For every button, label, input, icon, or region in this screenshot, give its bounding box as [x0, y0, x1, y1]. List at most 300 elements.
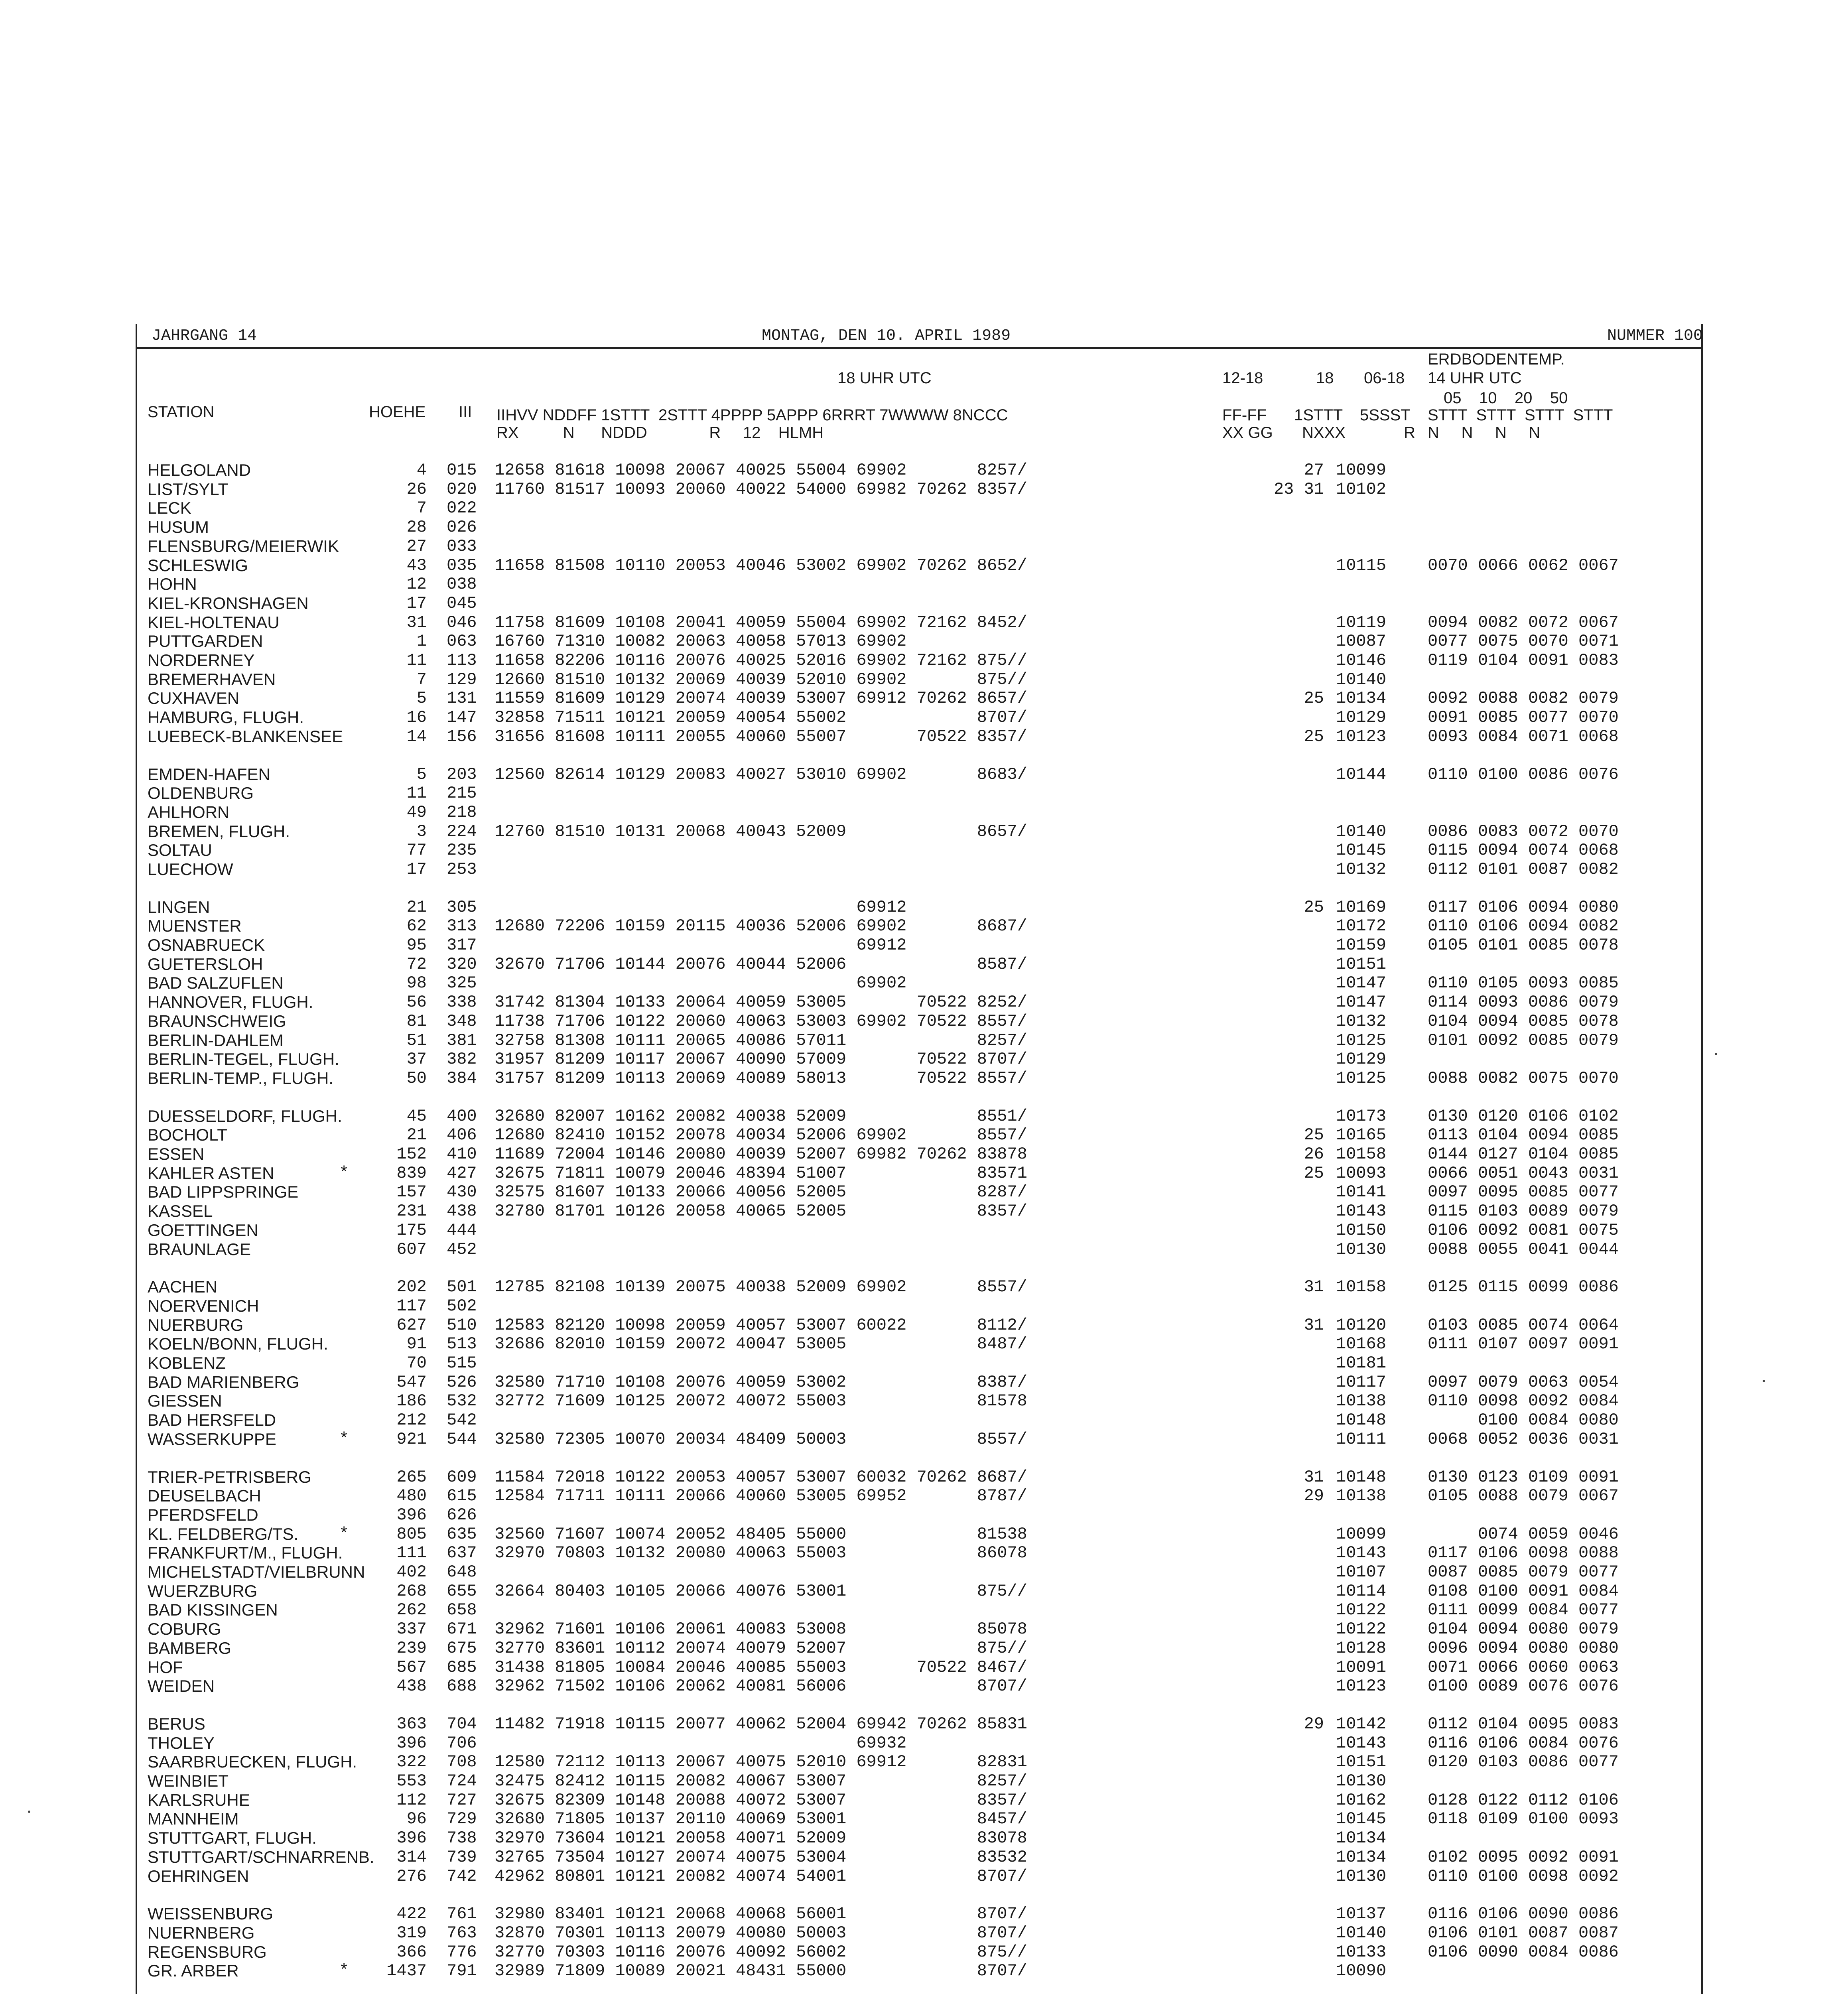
soil-temps: 0066 0051 0043 0031: [1428, 1164, 1619, 1183]
station-id: 444: [447, 1221, 477, 1240]
soil-temps: 0092 0088 0082 0079: [1428, 689, 1619, 708]
max-temp: 10130: [1336, 1240, 1387, 1259]
header-rule: [136, 347, 1703, 349]
station-height: 21: [406, 1125, 427, 1145]
max-temp: 10140: [1336, 1923, 1387, 1943]
station-height: 91: [406, 1334, 427, 1354]
scan-speck: [1763, 1380, 1765, 1382]
station-height: 49: [406, 803, 427, 822]
station-id: 348: [447, 1012, 477, 1031]
station-name: GOETTINGEN: [148, 1221, 258, 1239]
soil-temps: 0115 0103 0089 0079: [1428, 1202, 1619, 1221]
station-name: SAARBRUECKEN, FLUGH.: [148, 1752, 357, 1771]
station-id: 156: [447, 727, 477, 746]
max-temp: 10111: [1336, 1430, 1387, 1449]
station-name: BERLIN-TEGEL, FLUGH.: [148, 1050, 339, 1068]
sttt-label-2: NXXX: [1302, 424, 1346, 441]
wind-gusts: 27: [1304, 461, 1324, 480]
max-temp: 10150: [1336, 1221, 1387, 1240]
station-name: HUSUM: [148, 518, 209, 536]
station-height: 268: [396, 1582, 427, 1601]
soil-temps: 0068 0052 0036 0031: [1428, 1430, 1619, 1449]
station-id: 776: [447, 1943, 477, 1962]
max-temp: 10123: [1336, 1677, 1387, 1696]
synop-groups: 32575 81607 10133 20066 40056 52005 8287/: [495, 1182, 1027, 1202]
table-row: [144, 1923, 1699, 1943]
station-id: 022: [447, 498, 477, 518]
table-row: [144, 1943, 1699, 1962]
station-id: 045: [447, 594, 477, 613]
station-height: 3: [416, 822, 427, 841]
table-row: [144, 1012, 1699, 1031]
station-height: 314: [396, 1848, 427, 1867]
table-row: [144, 1620, 1699, 1639]
station-name: BERLIN-TEMP., FLUGH.: [148, 1069, 333, 1088]
table-row: [144, 1468, 1699, 1487]
station-name: BERLIN-DAHLEM: [148, 1031, 284, 1050]
station-height: 43: [406, 556, 427, 575]
station-name: OEHRINGEN: [148, 1867, 249, 1886]
station-height: 319: [396, 1923, 427, 1943]
wind-gusts: 31: [1304, 1277, 1324, 1296]
max-temp: 10122: [1336, 1600, 1387, 1620]
station-name: KIEL-HOLTENAU: [148, 613, 280, 632]
soil-temps: 0088 0082 0075 0070: [1428, 1069, 1619, 1088]
synop-groups: 32772 71609 10125 20072 40072 55003 81578: [495, 1391, 1027, 1411]
synop-groups: 32670 71706 10144 20076 40044 52006 8587/: [495, 955, 1027, 974]
station-height: 96: [406, 1809, 427, 1828]
soil-temps: 0087 0085 0079 0077: [1428, 1562, 1619, 1582]
soil-temps: 0112 0104 0095 0083: [1428, 1714, 1619, 1734]
synop-groups: 11658 81508 10110 20053 40046 53002 69902 70262 8652/: [495, 556, 1027, 575]
station-name: KL. FELDBERG/TS.: [148, 1525, 299, 1543]
table-row: [144, 1543, 1699, 1562]
station-id: 129: [447, 670, 477, 689]
station-height: 27: [406, 537, 427, 556]
station-name: KAHLER ASTEN: [148, 1164, 274, 1182]
station-height: 17: [406, 594, 427, 613]
station-id: 501: [447, 1277, 477, 1296]
time-18utc: 18 UHR UTC: [837, 369, 932, 387]
synop-groups: 12785 82108 10139 20075 40038 52009 69902 8557/: [495, 1277, 1027, 1296]
synop-groups: 32580 71710 10108 20076 40059 53002 8387/: [495, 1373, 1027, 1392]
station-height: 11: [406, 651, 427, 670]
soil-temps: 0118 0109 0100 0093: [1428, 1809, 1619, 1828]
soil-temps: 0108 0100 0091 0084: [1428, 1582, 1619, 1601]
max-temp: 10158: [1336, 1145, 1387, 1164]
table-row: [144, 803, 1699, 822]
table-row: [144, 1391, 1699, 1411]
iii-label: III: [459, 403, 472, 421]
erdboden-label: ERDBODENTEMP.: [1428, 351, 1565, 368]
synop-groups: 32675 71811 10079 20046 48394 51007 83571: [495, 1164, 1027, 1183]
max-temp: 10125: [1336, 1031, 1387, 1050]
station-name: FLENSBURG/MEIERWIK: [148, 537, 339, 556]
soil-temps: 0110 0105 0093 0085: [1428, 973, 1619, 993]
soil-temps: 0110 0100 0086 0076: [1428, 765, 1619, 784]
station-height: 1437: [386, 1961, 427, 1980]
station-height: 28: [406, 518, 427, 537]
synop-groups: 12658 81618 10098 20067 40025 55004 69902 8257/: [495, 461, 1027, 480]
station-id: 020: [447, 480, 477, 499]
synop-groups: 32970 73604 10121 20058 40071 52009 83078: [495, 1828, 1027, 1848]
station-name: BAD MARIENBERG: [148, 1373, 299, 1391]
station-id: 410: [447, 1145, 477, 1164]
station-id: 015: [447, 461, 477, 480]
soil-temps: 0117 0106 0098 0088: [1428, 1543, 1619, 1562]
table-row: [144, 480, 1699, 499]
synop-groups: 32580 72305 10070 20034 48409 50003 8557/: [495, 1430, 1027, 1449]
soil-temps: 0116 0106 0090 0086: [1428, 1904, 1619, 1923]
table-row: [144, 1316, 1699, 1335]
synop-groups: 16760 71310 10082 20063 40058 57013 69902: [495, 632, 907, 651]
station-id: 791: [447, 1961, 477, 1980]
station-height: 805: [396, 1525, 427, 1544]
station-height: 152: [396, 1145, 427, 1164]
station-height: 366: [396, 1943, 427, 1962]
station-id: 704: [447, 1714, 477, 1734]
synop-groups: 12660 81510 10132 20069 40039 52010 69902 875//: [495, 670, 1027, 689]
max-temp: 10144: [1336, 765, 1387, 784]
station-height: 547: [396, 1373, 427, 1392]
wind-gusts: 31: [1304, 1316, 1324, 1335]
station-height: 627: [396, 1316, 427, 1335]
table-row: [144, 1334, 1699, 1354]
table-row: [144, 898, 1699, 917]
table-row: [144, 1809, 1699, 1828]
max-temp: 10142: [1336, 1714, 1387, 1734]
max-temp: 10165: [1336, 1125, 1387, 1145]
soil-temps: 0070 0066 0062 0067: [1428, 556, 1619, 575]
table-row: [144, 594, 1699, 613]
station-id: 626: [447, 1505, 477, 1525]
wind-gusts: 25: [1304, 898, 1324, 917]
station-id: 038: [447, 575, 477, 594]
table-row: [144, 1828, 1699, 1848]
station-height: 175: [396, 1221, 427, 1240]
sttt-label: 1STTT: [1294, 406, 1343, 424]
station-id: 727: [447, 1791, 477, 1810]
station-id: 313: [447, 916, 477, 936]
synop-groups: 11760 81517 10093 20060 40022 54000 69982 70262 8357/: [495, 480, 1027, 499]
max-temp: 10102: [1336, 480, 1387, 499]
max-temp: 10119: [1336, 613, 1387, 632]
station-height: 607: [396, 1240, 427, 1259]
max-temp: 10145: [1336, 841, 1387, 860]
mountain-marker: *: [339, 1961, 349, 1980]
soil-temps: 0125 0115 0099 0086: [1428, 1277, 1619, 1296]
station-height: 5: [416, 765, 427, 784]
date: MONTAG, DEN 10. APRIL 1989: [762, 327, 1011, 345]
synop-groups: 32680 82007 10162 20082 40038 52009 8551/: [495, 1107, 1027, 1126]
table-row: [144, 936, 1699, 955]
station-id: 147: [447, 708, 477, 727]
station-height: 322: [396, 1752, 427, 1771]
synop-groups: 32780 81701 10126 20058 40065 52005 8357/: [495, 1202, 1027, 1221]
station-height: 396: [396, 1505, 427, 1525]
station-height: 50: [406, 1069, 427, 1088]
station-height: 7: [416, 498, 427, 518]
station-id: 203: [447, 765, 477, 784]
station-id: 381: [447, 1031, 477, 1050]
station-id: 452: [447, 1240, 477, 1259]
station-name: DEUSELBACH: [148, 1486, 261, 1505]
table-row: [144, 1582, 1699, 1601]
station-label: STATION: [148, 403, 215, 421]
soil-depths: 05 10 20 50: [1444, 389, 1568, 407]
synop-groups: 69912: [495, 936, 907, 955]
table-row: [144, 1145, 1699, 1164]
wind-gusts: 26: [1304, 1145, 1324, 1164]
max-temp: 10146: [1336, 651, 1387, 670]
station-id: 400: [447, 1107, 477, 1126]
station-height: 51: [406, 1031, 427, 1050]
station-name: BREMERHAVEN: [148, 670, 276, 689]
table-row: [144, 1752, 1699, 1771]
max-temp: 10114: [1336, 1582, 1387, 1601]
station-height: 117: [396, 1296, 427, 1316]
max-temp: 10141: [1336, 1182, 1387, 1202]
table-row: [144, 1125, 1699, 1145]
max-temp: 10162: [1336, 1791, 1387, 1810]
max-temp: 10138: [1336, 1486, 1387, 1505]
station-name: AACHEN: [148, 1277, 218, 1296]
station-id: 406: [447, 1125, 477, 1145]
station-name: HOF: [148, 1658, 183, 1677]
station-id: 063: [447, 632, 477, 651]
station-name: WEISSENBURG: [148, 1904, 274, 1923]
soil-temps: 0101 0092 0085 0079: [1428, 1031, 1619, 1050]
sss-label-2: R: [1404, 424, 1415, 441]
station-height: 31: [406, 613, 427, 632]
station-name: STUTTGART/SCHNARRENB.: [148, 1848, 374, 1866]
station-name: BREMEN, FLUGH.: [148, 822, 290, 841]
station-id: 544: [447, 1430, 477, 1449]
station-height: 56: [406, 993, 427, 1012]
wind-gusts: 25: [1304, 727, 1324, 746]
wind-gusts: 29: [1304, 1486, 1324, 1505]
soil-temps: 0093 0084 0071 0068: [1428, 727, 1619, 746]
station-name: BRAUNLAGE: [148, 1240, 251, 1259]
synop-groups: 32870 70301 10113 20079 40080 50003 8707/: [495, 1923, 1027, 1943]
station-name: HANNOVER, FLUGH.: [148, 993, 313, 1011]
station-height: 567: [396, 1658, 427, 1677]
synop-groups: 12680 82410 10152 20078 40034 52006 69902 8557/: [495, 1125, 1027, 1145]
station-height: 239: [396, 1639, 427, 1658]
synop-groups: 12584 71711 10111 20066 40060 53005 69952 8787/: [495, 1486, 1027, 1505]
max-temp: 10133: [1336, 1943, 1387, 1962]
max-temp: 10117: [1336, 1373, 1387, 1392]
station-name: NUERNBERG: [148, 1923, 255, 1942]
station-height: 45: [406, 1107, 427, 1126]
station-name: FRANKFURT/M., FLUGH.: [148, 1543, 343, 1562]
station-id: 305: [447, 898, 477, 917]
station-id: 235: [447, 841, 477, 860]
wind-gusts: 29: [1304, 1714, 1324, 1734]
station-height: 26: [406, 480, 427, 499]
table-row: [144, 1600, 1699, 1620]
station-id: 215: [447, 784, 477, 803]
max-temp: 10172: [1336, 916, 1387, 936]
mountain-marker: *: [339, 1430, 349, 1449]
station-id: 706: [447, 1734, 477, 1753]
synop-groups: 32962 71502 10106 20062 40081 56006 8707/: [495, 1677, 1027, 1696]
time-1218: 12-18: [1222, 369, 1263, 387]
ffgg-label-2: XX GG: [1222, 424, 1273, 441]
station-name: MICHELSTADT/VIELBRUNN: [148, 1562, 365, 1581]
station-name: GUETERSLOH: [148, 955, 263, 973]
soil-temps: 0105 0101 0085 0078: [1428, 936, 1619, 955]
table-row: [144, 1240, 1699, 1259]
synop-groups: 31957 81209 10117 20067 40090 57009 70522 8707/: [495, 1050, 1027, 1069]
station-height: 396: [396, 1828, 427, 1848]
table-row: [144, 860, 1699, 879]
table-row: [144, 1411, 1699, 1430]
station-height: 480: [396, 1486, 427, 1505]
station-name: PUTTGARDEN: [148, 632, 263, 650]
synop-groups: 32758 81308 10111 20065 40086 57011 8257/: [495, 1031, 1027, 1050]
station-name: WEINBIET: [148, 1771, 229, 1790]
station-name: WASSERKUPPE: [148, 1430, 276, 1448]
table-row: [144, 955, 1699, 974]
max-temp: 10132: [1336, 1012, 1387, 1031]
synop-groups: 12680 72206 10159 20115 40036 52006 69902 8687/: [495, 916, 1027, 936]
synop-groups: 11689 72004 10146 20080 40039 52007 69982 70262 83878: [495, 1145, 1027, 1164]
station-height: 7: [416, 670, 427, 689]
soil-label-2: N N N N: [1428, 424, 1541, 441]
station-height: 157: [396, 1182, 427, 1202]
table-row: [144, 1658, 1699, 1677]
table-row: [144, 613, 1699, 632]
station-height: 62: [406, 916, 427, 936]
station-name: WEIDEN: [148, 1677, 215, 1695]
station-id: 729: [447, 1809, 477, 1828]
mountain-marker: *: [339, 1164, 349, 1183]
soil-temps: 0111 0107 0097 0091: [1428, 1334, 1619, 1354]
wind-gusts: 25: [1304, 1164, 1324, 1183]
station-name: HELGOLAND: [148, 461, 251, 479]
max-temp: 10151: [1336, 1752, 1387, 1771]
max-temp: 10140: [1336, 822, 1387, 841]
max-temp: 10134: [1336, 689, 1387, 708]
table-row: [144, 727, 1699, 746]
station-name: BAD HERSFELD: [148, 1411, 276, 1429]
station-name: GIESSEN: [148, 1391, 222, 1410]
station-height: 1: [416, 632, 427, 651]
station-name: WUERZBURG: [148, 1582, 258, 1600]
station-height: 95: [406, 936, 427, 955]
station-id: 513: [447, 1334, 477, 1354]
soil-temps: 0116 0106 0084 0076: [1428, 1734, 1619, 1753]
synop-groups: 32980 83401 10121 20068 40068 56001 8707/: [495, 1904, 1027, 1923]
station-id: 325: [447, 973, 477, 993]
soil-temps: 0117 0106 0094 0080: [1428, 898, 1619, 917]
station-id: 338: [447, 993, 477, 1012]
table-row: [144, 651, 1699, 670]
erdboden-time: 14 UHR UTC: [1428, 369, 1522, 387]
station-id: 637: [447, 1543, 477, 1562]
table-row: [144, 841, 1699, 860]
station-name: LECK: [148, 498, 191, 517]
soil-temps: 0077 0075 0070 0071: [1428, 632, 1619, 651]
station-name: BAMBERG: [148, 1639, 232, 1657]
synop-groups: 69912: [495, 898, 907, 917]
mountain-marker: *: [339, 1525, 349, 1544]
max-temp: 10122: [1336, 1620, 1387, 1639]
table-row: [144, 1771, 1699, 1791]
max-temp: 10115: [1336, 556, 1387, 575]
station-id: 026: [447, 518, 477, 537]
soil-temps: 0130 0123 0109 0091: [1428, 1468, 1619, 1487]
synop-groups: 32962 71601 10106 20061 40083 53008 85078: [495, 1620, 1027, 1639]
station-id: 724: [447, 1771, 477, 1791]
table-row: [144, 765, 1699, 784]
soil-temps: 0105 0088 0079 0067: [1428, 1486, 1619, 1505]
table-row: [144, 1791, 1699, 1810]
max-temp: 10143: [1336, 1202, 1387, 1221]
obs-header-line1: IIHVV NDDFF 1STTT 2STTT 4PPPP 5APPP 6RRRT 7WWWW 8NCCC: [496, 406, 1008, 424]
synop-groups: 31438 81805 10084 20046 40085 55003 70522 8467/: [495, 1658, 1027, 1677]
page-header: [152, 327, 1707, 347]
station-height: 921: [396, 1430, 427, 1449]
max-temp: 10130: [1336, 1771, 1387, 1791]
max-temp: 10134: [1336, 1848, 1387, 1867]
synop-groups: 11559 81609 10129 20074 40039 53007 69912 70262 8657/: [495, 689, 1027, 708]
synop-groups: 12580 72112 10113 20067 40075 52010 69912 82831: [495, 1752, 1027, 1771]
station-name: NORDERNEY: [148, 651, 255, 670]
table-row: [144, 916, 1699, 936]
max-temp: 10130: [1336, 1867, 1387, 1886]
table-row: [144, 1202, 1699, 1221]
station-height: 265: [396, 1468, 427, 1487]
station-name: LIST/SYLT: [148, 480, 229, 498]
station-name: THOLEY: [148, 1734, 215, 1752]
max-temp: 10099: [1336, 1525, 1387, 1544]
soil-temps: 0110 0098 0092 0084: [1428, 1391, 1619, 1411]
nummer: NUMMER 100: [1607, 327, 1703, 345]
station-name: SOLTAU: [148, 841, 212, 859]
station-id: 675: [447, 1639, 477, 1658]
synop-groups: 31757 81209 10113 20069 40089 58013 70522 8557/: [495, 1069, 1027, 1088]
station-name: OLDENBURG: [148, 784, 254, 802]
soil-temps: 0086 0083 0072 0070: [1428, 822, 1619, 841]
station-id: 382: [447, 1050, 477, 1069]
synop-groups: 11584 72018 10122 20053 40057 53007 60032 70262 8687/: [495, 1468, 1027, 1487]
station-height: 72: [406, 955, 427, 974]
station-name: KOELN/BONN, FLUGH.: [148, 1334, 328, 1353]
synop-groups: 32664 80403 10105 20066 40076 53001 875//: [495, 1582, 1027, 1601]
station-height: 553: [396, 1771, 427, 1791]
table-row: [144, 1069, 1699, 1088]
station-id: 035: [447, 556, 477, 575]
station-name: SCHLESWIG: [148, 556, 248, 575]
soil-temps: 0113 0104 0094 0085: [1428, 1125, 1619, 1145]
soil-temps: 0091 0085 0077 0070: [1428, 708, 1619, 727]
max-temp: 10107: [1336, 1562, 1387, 1582]
max-temp: 10169: [1336, 898, 1387, 917]
station-height: 337: [396, 1620, 427, 1639]
table-row: [144, 1221, 1699, 1240]
table-row: [144, 461, 1699, 480]
max-temp: 10087: [1336, 632, 1387, 651]
synop-groups: 69902: [495, 973, 907, 993]
synop-groups: 31742 81304 10133 20064 40059 53005 70522 8252/: [495, 993, 1027, 1012]
soil-temps: 0119 0104 0091 0083: [1428, 651, 1619, 670]
table-row: [144, 1714, 1699, 1734]
soil-temps: 0094 0082 0072 0067: [1428, 613, 1619, 632]
station-name: KASSEL: [148, 1202, 213, 1220]
station-id: 320: [447, 955, 477, 974]
